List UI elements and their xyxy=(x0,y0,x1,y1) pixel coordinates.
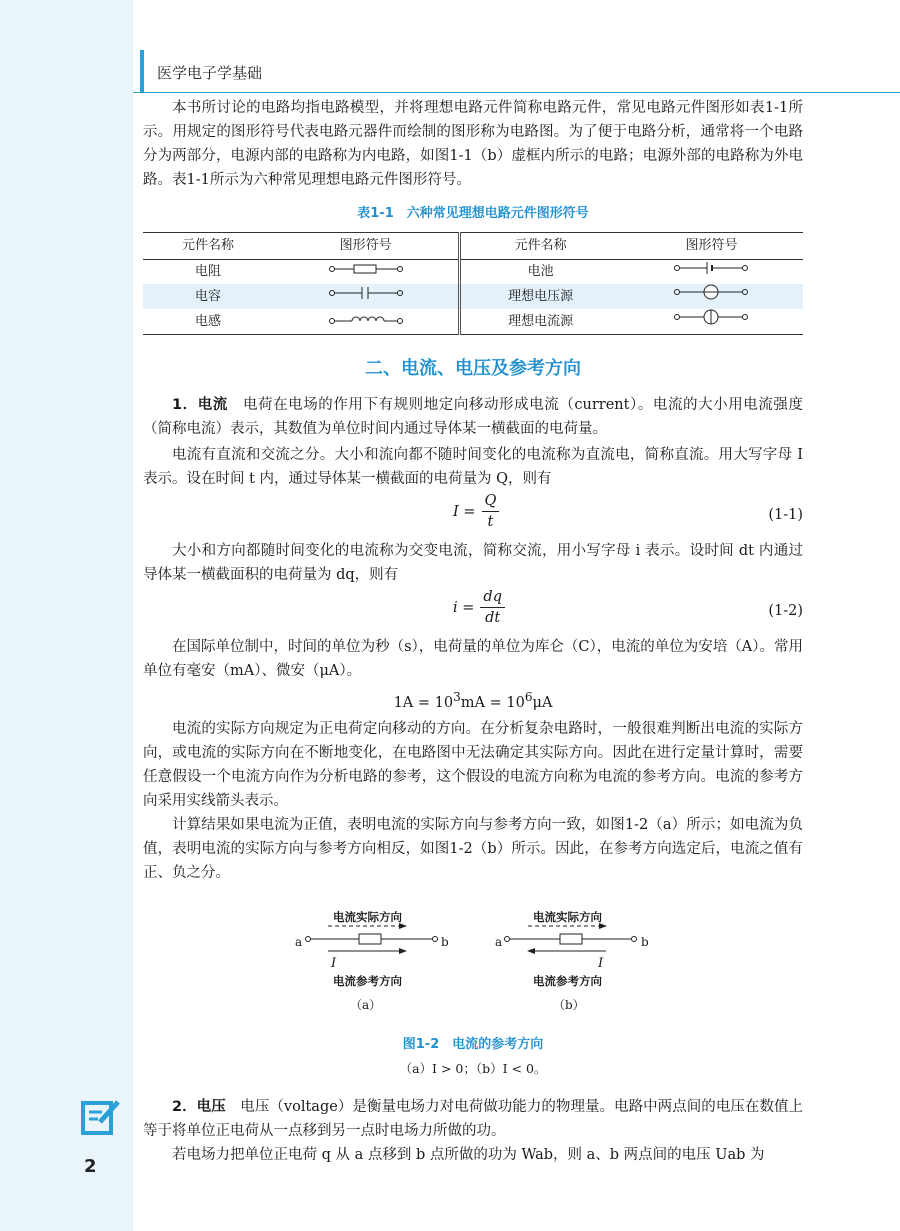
current-text-1: 电荷在电场的作用下有规则地定向移动形成电流（current）。电流的大小用电流强度（简称电流）表示，其数值为单位时间内通过导体某一横截面的电荷量。 xyxy=(143,397,804,437)
actual-direction-label-a: 电流实际方向 xyxy=(333,909,402,924)
component-name: 电池 xyxy=(460,260,620,285)
eq2-numerator: dq xyxy=(480,587,505,608)
table-header: 元件名称 xyxy=(460,233,620,260)
eq1-denominator: t xyxy=(487,514,494,530)
unit-exponent: 6 xyxy=(524,690,533,704)
component-name: 电感 xyxy=(195,313,222,329)
node-a-label: a xyxy=(295,934,303,949)
current-paragraph-4: 在国际单位制中，时间的单位为秒（s），电荷量的单位为库仑（C），电流的单位为安培（A）。常用单位有毫安（mA）、微安（μA）。 xyxy=(143,639,803,679)
table-caption: 表1-1 六种常见理想电路元件图形符号 xyxy=(357,206,589,221)
subfigure-b-label: （b） xyxy=(553,997,585,1012)
table-row xyxy=(143,260,803,285)
component-name: 电阻 xyxy=(195,264,222,279)
eq1-lhs: I = xyxy=(453,503,476,520)
header-rule xyxy=(133,92,900,93)
eq2-number: (1-2) xyxy=(768,603,803,619)
subfigure-a-label: （a） xyxy=(350,997,382,1012)
current-paragraph-2: 电流有直流和交流之分。大小和流向都不随时间变化的电流称为直流电，简称直流。用大写字母 I 表示。设在时间 t 内，通过导体某一横截面的电荷量为 Q，则有 xyxy=(143,447,803,487)
current-symbol-b: I xyxy=(598,955,604,971)
battery-symbol-icon xyxy=(673,261,749,275)
node-a-label: a xyxy=(495,934,503,949)
eq1-numerator: Q xyxy=(482,491,500,512)
symbol-table xyxy=(143,232,803,335)
unit-exponent: 3 xyxy=(453,690,461,704)
section-title: 二、电流、电压及参考方向 xyxy=(365,358,581,379)
equation-1-1 xyxy=(143,491,803,539)
inductor-symbol-icon xyxy=(328,313,404,325)
reference-direction-label-b: 电流参考方向 xyxy=(533,973,602,988)
voltage-paragraph-2: 若电场力把单位正电荷 q 从 a 点移到 b 点所做的功为 Wab，则 a、b 两点间的电压 Uab 为 xyxy=(172,1146,765,1163)
actual-direction-label-b: 电流实际方向 xyxy=(533,909,602,924)
figure-circuit-diagrams xyxy=(143,905,803,1029)
table-row xyxy=(143,284,803,309)
unit-part: mA = 10 xyxy=(460,694,525,711)
note-edit-icon xyxy=(80,1096,122,1138)
eq2-lhs: i = xyxy=(453,599,475,616)
voltage-text-1: 电压（voltage）是衡量电场力对电荷做功能力的物理量。电路中两点间的电压在数值上等于将单位正电荷从一点移到另一点时电场力所做的功。 xyxy=(143,1098,804,1139)
running-header: 医学电子学基础 xyxy=(157,64,263,82)
component-name: 理想电流源 xyxy=(460,309,620,335)
resistor-symbol-icon xyxy=(328,263,404,275)
table-row xyxy=(143,309,803,335)
header-accent-bar xyxy=(140,50,144,92)
voltage-paragraph-1 xyxy=(143,1095,803,1143)
unit-part: 1A = 10 xyxy=(393,694,454,711)
voltage-source-symbol-icon xyxy=(673,284,749,300)
eq2-denominator: dt xyxy=(485,610,501,626)
capacitor-symbol-icon xyxy=(328,286,404,300)
current-paragraph-5: 电流的实际方向规定为正电荷定向移动的方向。在分析复杂电路时，一般很难判断出电流的实际方向，或电流的实际方向在不断地变化，在电路图中无法确定其实际方向。因此在进行定量计算时，需要任意假设一个电流方向作为分析电路的参考，这个假设的电流方向称为电流的参考方向。电流的参考方向采用实线箭头表示。 xyxy=(143,720,803,809)
reference-direction-label-a: 电流参考方向 xyxy=(333,973,402,988)
current-symbol-a: I xyxy=(331,955,337,971)
node-b-label: b xyxy=(441,934,449,949)
page-content xyxy=(143,96,803,1167)
figure-subcaption: （a）I > 0；（b）I < 0。 xyxy=(399,1060,547,1076)
current-source-symbol-icon xyxy=(673,309,749,325)
current-paragraph-3: 大小和方向都随时间变化的电流称为交变电流，简称交流，用小写字母 i 表示。设时间 dt 内通过导体某一横截面积的电荷量为 dq，则有 xyxy=(143,543,803,583)
unit-part: μA xyxy=(532,694,553,711)
table-header: 图形符号 xyxy=(273,233,460,260)
page-sidebar xyxy=(0,0,133,1231)
unit-conversion xyxy=(143,685,803,715)
component-name: 电容 xyxy=(143,284,273,309)
figure-1-2 xyxy=(143,905,803,1029)
figure-caption: 图1-2 电流的参考方向 xyxy=(402,1036,544,1052)
page-number: 2 xyxy=(84,1156,97,1177)
current-heading: 1．电流 xyxy=(172,397,228,413)
voltage-heading: 2．电压 xyxy=(172,1098,226,1115)
component-name: 理想电压源 xyxy=(460,284,620,309)
intro-paragraph: 本书所讨论的电路均指电路模型，并将理想电路元件简称电路元件，常见电路元件图形如表1-1所示。用规定的图形符号代表电路元器件而绘制的图形称为电路图。为了便于电路分析，通常将一个电路分为两部分，电源内部的电路称为内电路，如图1-1（b）虚框内所示的电路；电源外部的电路称为外电路。表1-1所示为六种常见理想电路元件图形符号。 xyxy=(143,100,803,188)
table-header: 元件名称 xyxy=(143,233,273,260)
node-b-label: b xyxy=(641,934,649,949)
table-header: 图形符号 xyxy=(620,233,803,260)
current-paragraph-1 xyxy=(143,393,803,441)
current-paragraph-6: 计算结果如果电流为正值，表明电流的实际方向与参考方向一致，如图1-2（a）所示；如电流为负值，表明电流的实际方向与参考方向相反，如图1-2（b）所示。因此，在参考方向选定后，电流之值有正、负之分。 xyxy=(143,816,803,881)
eq1-number: (1-1) xyxy=(768,507,803,523)
equation-1-2 xyxy=(143,587,803,635)
